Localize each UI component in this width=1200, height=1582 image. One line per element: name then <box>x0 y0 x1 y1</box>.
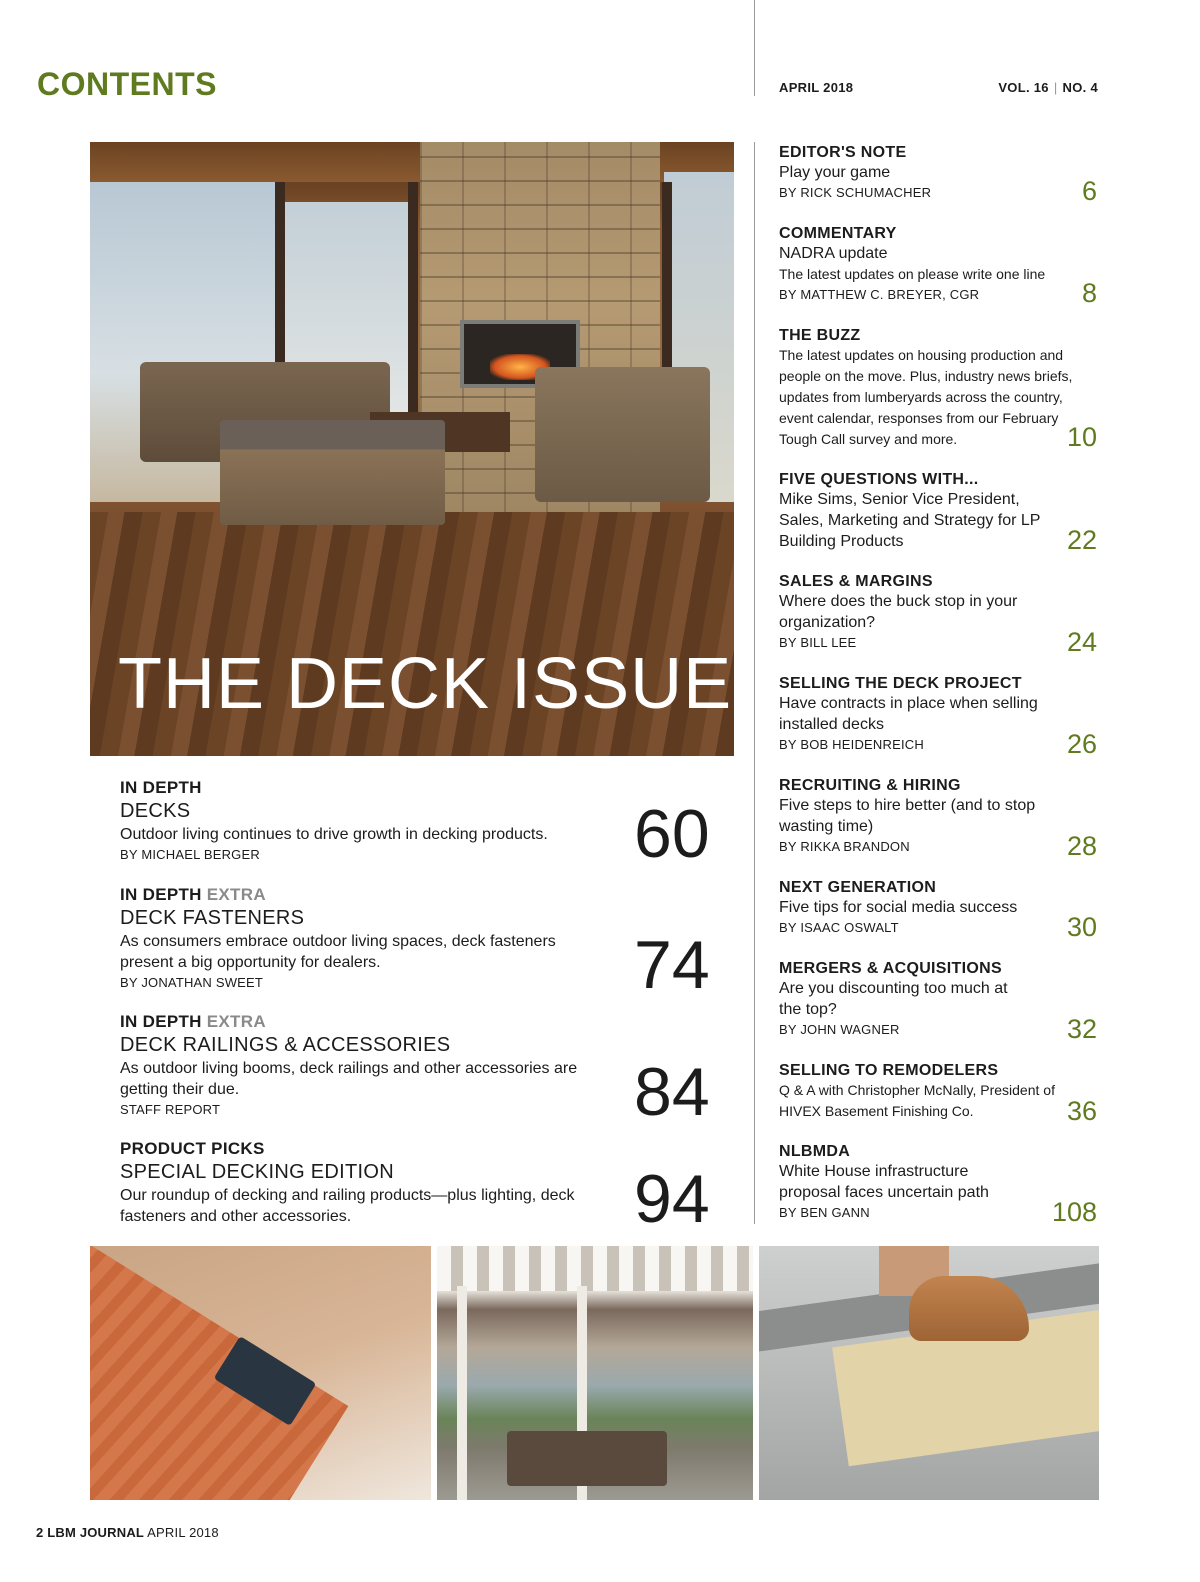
dept-description: The latest updates on housing production and people on the move. Plus, industry news briefs, updates from lumberyards across the country, event calendar, responses from our February Tough Call survey and more. <box>779 347 1073 447</box>
dept-description: The latest updates on please write one line <box>779 266 1046 282</box>
dept-page-number: 28 <box>1066 831 1097 861</box>
dept-page-number: 8 <box>1081 278 1097 308</box>
feature-product-picks[interactable] <box>120 1139 720 1237</box>
dept-section: MERGERS & ACQUISITIONS <box>779 960 1002 977</box>
dept-byline: BY BOB HEIDENREICH <box>779 737 924 752</box>
feature-kicker: IN DEPTH EXTRA <box>120 885 266 904</box>
feature-byline: BY JONATHAN SWEET <box>120 975 264 990</box>
footer-page-number: 2 <box>36 1525 44 1540</box>
dept-headline: Where does the buck stop in your organization? <box>779 593 1018 631</box>
feature-title: DECK RAILINGS & ACCESSORIES <box>120 1034 451 1056</box>
footer-publication: LBM JOURNAL <box>47 1525 145 1540</box>
dept-byline: BY MATTHEW C. BREYER, CGR <box>779 287 980 302</box>
dept-page-number: 26 <box>1066 729 1097 759</box>
dept-byline: BY RICK SCHUMACHER <box>779 185 932 200</box>
column-divider <box>754 142 755 1224</box>
feature-deck-railings[interactable] <box>120 1012 720 1130</box>
photo-shoe-on-deck-board <box>759 1246 1099 1500</box>
issue-volume: VOL. 16 <box>998 80 1049 95</box>
dept-byline: BY ISAAC OSWALT <box>779 920 899 935</box>
feature-kicker: PRODUCT PICKS <box>120 1139 265 1158</box>
issue-date: APRIL 2018 <box>779 80 854 95</box>
photo-deck-fastener-clip <box>90 1246 431 1500</box>
dept-section: EDITOR'S NOTE <box>779 144 907 161</box>
page-footer <box>36 1525 219 1540</box>
column-divider-top <box>754 0 755 96</box>
dept-section: FIVE QUESTIONS WITH... <box>779 471 979 488</box>
feature-deck-fasteners[interactable] <box>120 885 720 1003</box>
dept-byline: BY JOHN WAGNER <box>779 1022 900 1037</box>
dept-headline: Are you discounting too much at the top? <box>779 980 1008 1018</box>
dept-recruiting-hiring[interactable] <box>779 777 1099 861</box>
dept-sales-margins[interactable] <box>779 573 1099 657</box>
footer-date: APRIL 2018 <box>147 1525 219 1540</box>
dept-five-questions[interactable] <box>779 471 1099 555</box>
dept-the-buzz[interactable] <box>779 327 1099 450</box>
dept-page-number: 32 <box>1066 1014 1097 1044</box>
dept-page-number: 6 <box>1081 176 1097 206</box>
dept-section: SELLING THE DECK PROJECT <box>779 675 1022 692</box>
dept-section: NLBMDA <box>779 1143 851 1160</box>
dept-section: NEXT GENERATION <box>779 879 937 896</box>
dept-section: SALES & MARGINS <box>779 573 933 590</box>
dept-page-number: 30 <box>1066 912 1097 942</box>
feature-description: As outdoor living booms, deck railings and other accessories are getting their due. <box>120 1060 578 1098</box>
feature-description: As consumers embrace outdoor living spaces, deck fasteners present a big opportunity for dealers. <box>120 933 556 971</box>
dept-page-number: 10 <box>1066 422 1097 452</box>
dept-selling-to-remodelers[interactable] <box>779 1062 1099 1126</box>
dept-editors-note[interactable] <box>779 144 1099 206</box>
dept-byline: BY RIKKA BRANDON <box>779 839 910 854</box>
feature-title: DECK FASTENERS <box>120 907 305 929</box>
feature-title: SPECIAL DECKING EDITION <box>120 1161 394 1183</box>
dept-headline: Have contracts in place when selling installed decks <box>779 695 1038 733</box>
feature-byline: BY MICHAEL BERGER <box>120 847 260 862</box>
dept-byline: BY BEN GANN <box>779 1205 870 1220</box>
dept-commentary[interactable] <box>779 225 1099 308</box>
feature-page-number: 60 <box>634 796 710 872</box>
issue-volume-number: VOL. 16 | NO. 4 <box>998 80 1098 95</box>
dept-next-generation[interactable] <box>779 879 1099 942</box>
dept-headline: Play your game <box>779 164 891 181</box>
issue-number: NO. 4 <box>1062 80 1098 95</box>
dept-mergers-acquisitions[interactable] <box>779 960 1099 1044</box>
feature-page-number: 84 <box>634 1054 710 1130</box>
dept-section: RECRUITING & HIRING <box>779 777 961 794</box>
dept-headline: Five steps to hire better (and to stop wasting time) <box>779 797 1036 835</box>
feature-page-number: 74 <box>634 927 710 1003</box>
hero-title: THE DECK ISSUE <box>118 644 733 724</box>
dept-nlbmda[interactable] <box>779 1143 1099 1227</box>
feature-byline: STAFF REPORT <box>120 1102 221 1117</box>
dept-headline: Mike Sims, Senior Vice President, Sales, Marketing and Strategy for LP Building Products <box>779 491 1041 550</box>
dept-page-number: 22 <box>1066 525 1097 555</box>
dept-description: Q & A with Christopher McNally, President of HIVEX Basement Finishing Co. <box>779 1082 1055 1119</box>
photo-pergola-deck-view <box>437 1246 753 1500</box>
feature-title: DECKS <box>120 800 191 822</box>
dept-section: THE BUZZ <box>779 327 861 344</box>
dept-page-number: 108 <box>1051 1197 1097 1227</box>
contents-heading: CONTENTS <box>37 66 217 102</box>
dept-byline: BY BILL LEE <box>779 635 857 650</box>
dept-headline: White House infrastructure proposal faces uncertain path <box>779 1163 989 1201</box>
dept-section: SELLING TO REMODELERS <box>779 1062 999 1079</box>
feature-kicker: IN DEPTH EXTRA <box>120 1012 266 1031</box>
feature-page-number: 94 <box>634 1161 710 1237</box>
dept-page-number: 36 <box>1066 1096 1097 1126</box>
dept-page-number: 24 <box>1066 627 1097 657</box>
dept-section: COMMENTARY <box>779 225 897 242</box>
dept-headline: Five tips for social media success <box>779 899 1018 916</box>
feature-kicker: IN DEPTH <box>120 778 202 797</box>
feature-description: Our roundup of decking and railing products—plus lighting, deck fasteners and other accessories. <box>120 1187 575 1225</box>
dept-selling-deck-project[interactable] <box>779 675 1099 759</box>
feature-decks[interactable] <box>120 778 720 872</box>
feature-description: Outdoor living continues to drive growth in decking products. <box>120 826 548 843</box>
dept-headline: NADRA update <box>779 245 888 262</box>
